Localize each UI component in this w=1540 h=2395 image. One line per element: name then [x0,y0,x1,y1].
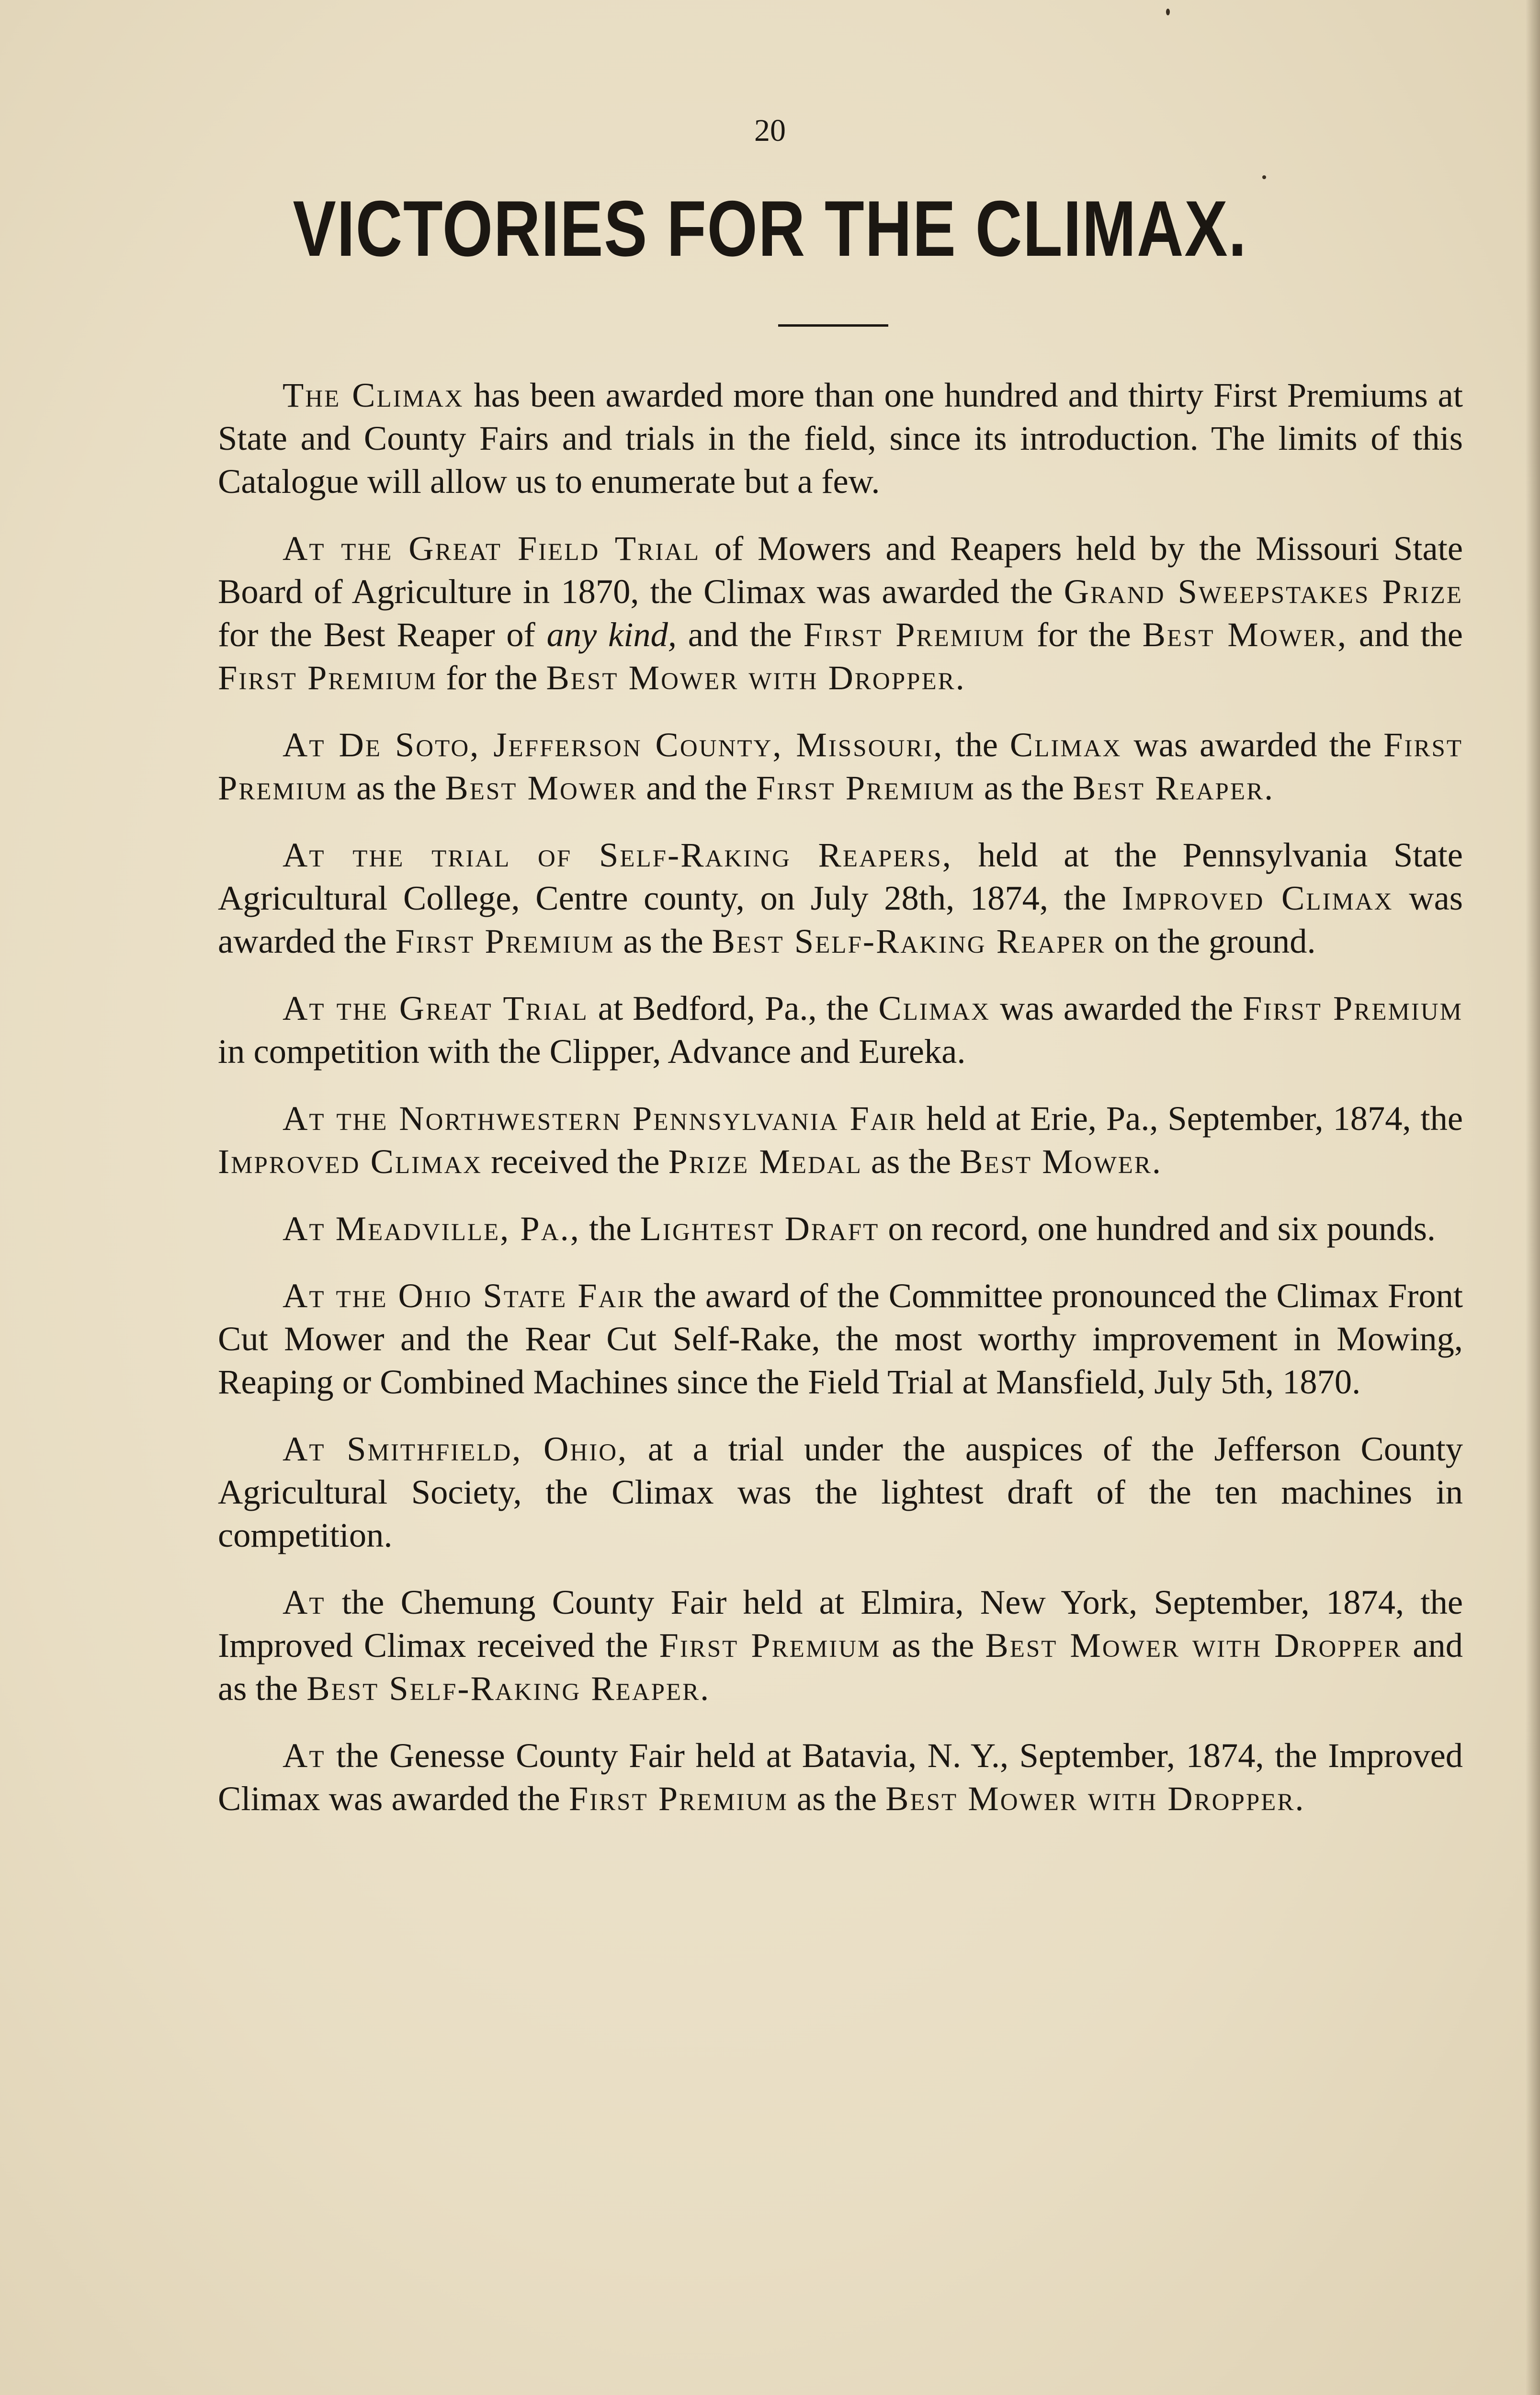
award-name: First Premium [659,1626,881,1665]
text-run: on record, one hundred and six pounds. [879,1209,1436,1248]
text-run: was awarded the [990,989,1243,1027]
paragraph-smithfield [218,1427,1463,1557]
text-run: the Chemung County Fair held at Elmira, New York, September, 1874, the Improved Climax received the [218,1583,1463,1665]
text-run: and the [637,768,756,807]
page-number: 20 [754,113,786,148]
emphasis: any kind, [546,615,677,654]
text-run: for the [437,658,546,697]
text-run: has been awarded more than one hundred and thirty First Premiums at State and County Fairs and trials in the field, since its introduction. The limits of this Catalogue will allow us to enumerate but a few. [218,376,1463,501]
award-name: First Premium [1243,989,1463,1027]
award-name: Best Mower, [1142,615,1348,654]
lead-in: At Smithfield, Ohio, [283,1429,628,1468]
text-run: held at Erie, Pa., September, 1874, the [917,1099,1463,1138]
text-run: as the [348,768,445,807]
ink-speck [1262,175,1266,179]
page-title: VICTORIES FOR THE CLIMAX. [293,184,1247,273]
award-name: Climax [1009,725,1122,764]
award-name: Best Self-Raking Reaper [712,922,1106,960]
text-run: as the [881,1626,985,1665]
lead-in: At Meadville, Pa., [283,1209,580,1248]
text-run: at Bedford, Pa., the [588,989,879,1027]
award-name: Best Mower. [960,1142,1163,1181]
text-run: held at the Pennsylvania State Agricultural College, Centre county, on July 28th, 1874, the [218,835,1463,917]
paragraph-elmira [218,1581,1463,1710]
paragraph-meadville [218,1207,1463,1250]
text-run: at a trial under the auspices of the Jefferson County Agricultural Society, the Climax was the lightest draft of the ten machines in competition. [218,1429,1463,1554]
paragraph-batavia [218,1734,1463,1820]
text-run: the award of the Committee pronounced the Climax Front Cut Mower and the Rear Cut Self-Rake, the most worthy improvement in Mowing, Reaping or Combined Machines since the Field Trial at Mansfield, July 5th, 1870. [218,1276,1463,1401]
text-run: and the [1348,615,1463,654]
award-name: First Premium [756,768,975,807]
paragraph-pennsylvania-college [218,833,1463,963]
paragraph-intro [218,374,1463,503]
award-name: Climax [878,989,990,1027]
page-edge-shadow [1526,0,1540,2395]
text-run: as the [862,1142,960,1181]
award-name: Improved Climax [218,1142,483,1181]
text-run: as the [788,1779,886,1818]
lead-in: At [283,1583,326,1621]
award-name: Improved Climax [1121,878,1393,917]
award-name: Best Mower with Dropper. [885,1779,1305,1818]
award-name: Best Mower with Dropper. [546,658,966,697]
award-name: First Premium [803,615,1026,654]
lead-in: At the trial of Self-Raking Reapers, [283,835,952,874]
title-rule [778,324,888,327]
lead-in: At the Great Trial [283,989,589,1027]
award-name: First Premium [568,1779,788,1818]
text-run: of Mowers and Reapers held by the Missouri State Board of Agriculture in 1870, the Climax was awarded the [218,529,1463,611]
text-run: the [580,1209,640,1248]
paragraph-erie [218,1097,1463,1183]
article-body [218,374,1463,1844]
text-run: was awarded the [218,878,1463,960]
paragraph-de-soto [218,723,1463,810]
paragraph-bedford [218,987,1463,1073]
award-name: Best Mower with Dropper [985,1626,1402,1665]
ink-speck [1166,9,1170,15]
lead-in: At [283,1736,326,1775]
text-run: in competition with the Clipper, Advance and Eureka. [218,1032,966,1071]
award-name: Lightest Draft [640,1209,880,1248]
text-run: on the ground. [1105,922,1316,960]
text-run: was awarded the [1121,725,1384,764]
award-name: Best Reaper. [1073,768,1275,807]
text-run: for the [1025,615,1143,654]
lead-in: At De Soto, Jefferson County, Missouri, [283,725,944,764]
lead-in: At the Great Field Trial [283,529,701,568]
award-name: Best Mower [445,768,638,807]
award-name: First Premium [218,725,1463,807]
lead-in: At the Ohio State Fair [283,1276,645,1315]
text-run: and as the [218,1626,1463,1708]
text-run: as the [975,768,1073,807]
paragraph-missouri-trial [218,527,1463,699]
award-name: Best Self-Raking Reaper. [306,1669,711,1708]
lead-in: At the Northwestern Pennsylvania Fair [283,1099,917,1138]
text-run: and the [676,615,804,654]
lead-in: The Climax [283,376,464,414]
text-run: as the [614,922,712,960]
text-run: the Genesse County Fair held at Batavia, N. Y., September, 1874, the Improved Climax was awarded the [218,1736,1463,1818]
award-name: Prize Medal [668,1142,862,1181]
text-run: received the [482,1142,668,1181]
award-name: First Premium [395,922,615,960]
paragraph-ohio-state-fair [218,1274,1463,1403]
award-name: First Premium [218,658,437,697]
award-name: Grand Sweepstakes Prize [1064,572,1463,611]
text-run: the [943,725,1010,764]
text-run: for the Best Reaper of [218,615,547,654]
